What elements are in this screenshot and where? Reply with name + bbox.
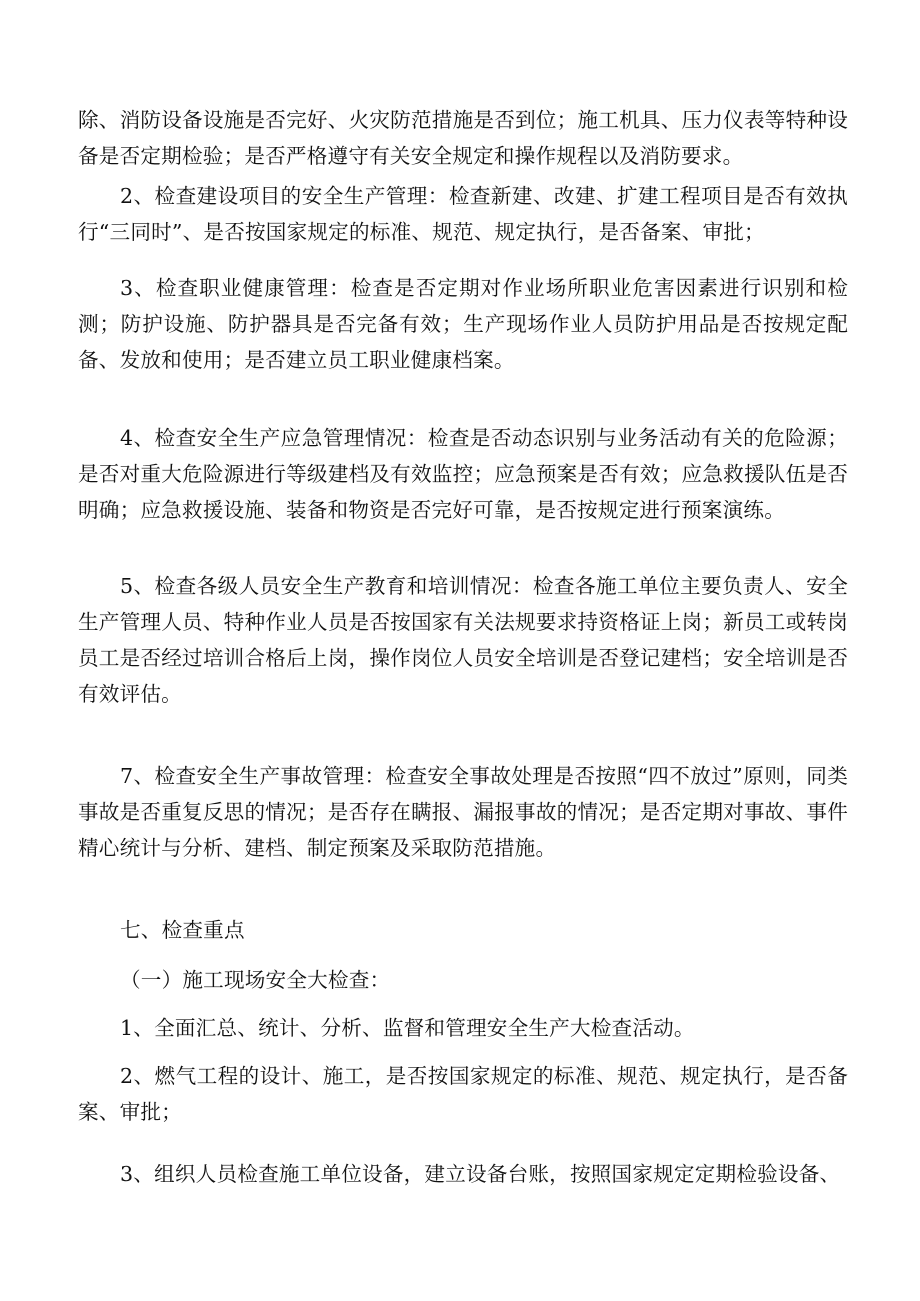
paragraph-site-item-2: 2、燃气工程的设计、施工，是否按国家规定的标准、规范、规定执行，是否备案、审批； [78, 1064, 848, 1125]
paragraph-item-5-training: 5、检查各级人员安全生产教育和培训情况：检查各施工单位主要负责人、安全生产管理人员、特种作业人员是否按国家有关法规要求持资格证上岗；新员工或转岗员工是否经过培训合格后上岗，操作岗位人员安全培训是否登记建档；安全培训是否有效评估。 [78, 574, 848, 707]
section-heading-inspection-focus: 七、检查重点 [120, 918, 245, 942]
paragraph-item-4-emergency-management: 4、检查安全生产应急管理情况：检查是否动态识别与业务活动有关的危险源；是否对重大危险源进行等级建档及有效监控；应急预案是否有效；应急救援队伍是否明确；应急救援设施、装备和物资是否完好可靠，是否按规定进行预案演练。 [78, 426, 848, 523]
paragraph-site-item-3: 3、组织人员检查施工单位设备，建立设备台账，按照国家规定定期检验设备、 [120, 1162, 841, 1186]
paragraph-item-3-occupational-health: 3、检查职业健康管理：检查是否定期对作业场所职业危害因素进行识别和检测；防护设施、防护器具是否完备有效；生产现场作业人员防护用品是否按规定配备、发放和使用；是否建立员工职业健康档案。 [78, 276, 848, 373]
paragraph-site-item-1: 1、全面汇总、统计、分析、监督和管理安全生产大检查活动。 [120, 1016, 695, 1040]
paragraph-item-2-project-safety: 2、检查建设项目的安全生产管理：检查新建、改建、扩建工程项目是否有效执行“三同时”、是否按国家规定的标准、规范、规定执行，是否备案、审批； [78, 184, 848, 245]
paragraph-item-7-accident-management: 7、检查安全生产事故管理：检查安全事故处理是否按照“四不放过”原则，同类事故是否重复反思的情况；是否存在瞒报、漏报事故的情况；是否定期对事故、事件精心统计与分析、建档、制定预案及采取防范措施。 [78, 764, 848, 861]
paragraph-fire-safety-continued: 除、消防设备设施是否完好、火灾防范措施是否到位；施工机具、压力仪表等特种设备是否定期检验；是否严格遵守有关安全规定和操作规程以及消防要求。 [78, 108, 848, 169]
subsection-heading-site-inspection: （一）施工现场安全大检查： [120, 968, 391, 992]
